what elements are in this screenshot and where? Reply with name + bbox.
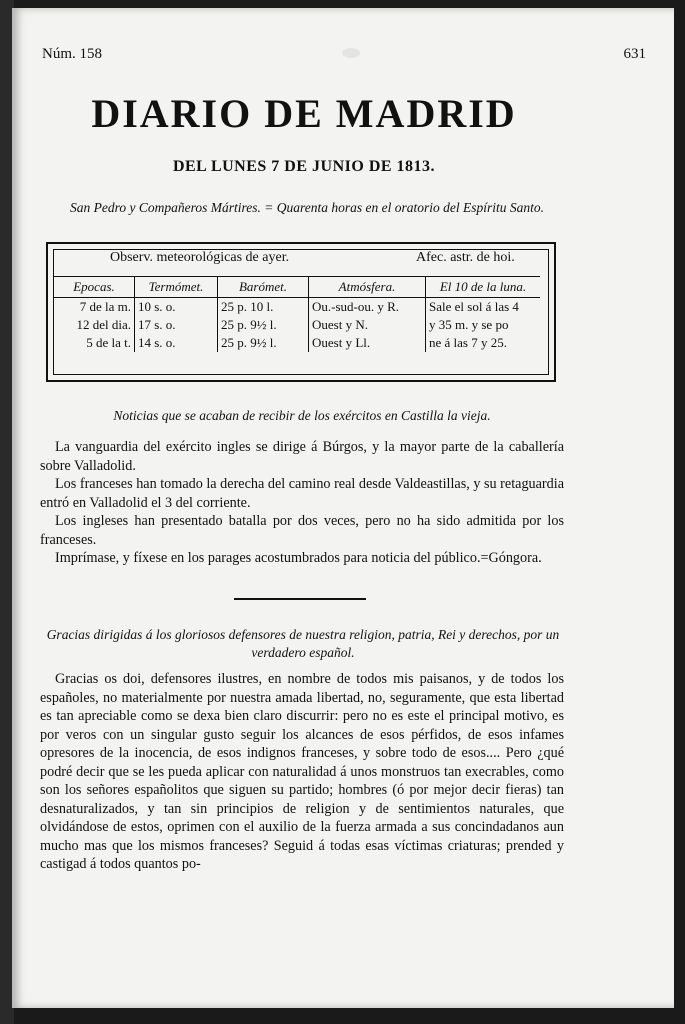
astro-title: Afec. astr. de hoi. (416, 250, 515, 265)
weather-row (54, 298, 540, 317)
col-atmosfera: Atmósfera. (309, 277, 426, 298)
cell-term: 10 s. o. (135, 298, 218, 317)
saint-of-day: San Pedro y Compañeros Mártires. = Quarenta horas en el oratorio del Espíritu Santo. (70, 200, 544, 215)
news-paragraph: La vanguardia del exército ingles se dirige á Búrgos, y la mayor parte de la caballería sobre Valladolid. (40, 439, 564, 474)
cell-atm: Ou.-sud-ou. y R. (309, 298, 426, 317)
weather-title: Observ. meteorológicas de ayer. (110, 250, 290, 265)
ink-smudge (342, 48, 360, 58)
cell-epoca: 5 de la t. (86, 335, 131, 350)
news-body (40, 438, 564, 568)
page-number: 631 (623, 46, 646, 62)
weather-table-box (46, 242, 556, 382)
weather-table (54, 276, 540, 352)
cell-epoca: 12 del dia. (76, 317, 131, 332)
cell-term: 17 s. o. (135, 316, 218, 334)
weather-row (54, 334, 540, 352)
thanks-heading: Gracias dirigidas á los gloriosos defensores de nuestra religion, patria, Rei y derechos, por un verdadero español. (46, 627, 560, 660)
news-paragraph: Los ingleses han presentado batalla por dos veces, pero no ha sido admitida por los franceses. (40, 513, 564, 548)
news-heading: Noticias que se acaban de recibir de los exércitos en Castilla la vieja. (113, 408, 491, 423)
cell-term: 14 s. o. (135, 334, 218, 352)
thanks-body (40, 670, 564, 874)
cell-astro: Sale el sol á las 4 (426, 298, 541, 317)
news-paragraph: Imprímase, y fíxese en los parages acostumbrados para noticia del público.=Góngora. (55, 550, 542, 566)
cell-barom: 25 p. 9½ l. (218, 334, 309, 352)
weather-row (54, 316, 540, 334)
cell-barom: 25 p. 9½ l. (218, 316, 309, 334)
masthead-title: DIARIO DE MADRID (91, 91, 517, 136)
cell-atm: Ouest y Ll. (309, 334, 426, 352)
section-divider (234, 598, 366, 600)
cell-atm: Ouest y N. (309, 316, 426, 334)
col-termometro: Termómet. (135, 277, 218, 298)
issue-number: Núm. 158 (42, 46, 102, 62)
thanks-paragraph: Gracias os doi, defensores ilustres, en nombre de todos mis paisanos, y de todos los españoles, no materialmente por nuestra amada libertad, no, seguramente, que esta libertad es tan apreciable como se dexa bien claro discurrir: pero no es este el principal motivo, es por veros con un singular gusto seguir los alcances de esos pérfidos, de esos infames opresores de la inocencia, de esos indignos franceses, y sobre todo de esos.... Pero ¿qué podré decir que se les pueda aplicar con naturalidad á unos monstruos tan execrables, como son los señores españolitos que siguen su partido; hombres (ó por mejor decir fieras) tan desnaturalizados, y tan sin principios de religion y de sentimientos naturales, que olvidándose de estos, oprimen con el auxilio de la fuerza armada a sus concindadanos aun mucho mas que los mismos franceses? Seguid á todas esas víctimas criaturas; prended y castigad á todos quantos po- (40, 671, 564, 872)
cell-astro: ne á las 7 y 25. (426, 334, 541, 352)
col-epocas: Epocas. (54, 277, 135, 298)
col-luna: El 10 de la luna. (426, 277, 541, 298)
cell-epoca: 7 de la m. (79, 299, 131, 314)
cell-barom: 25 p. 10 l. (218, 298, 309, 317)
weather-header-row (54, 277, 540, 298)
issue-date: DEL LUNES 7 DE JUNIO DE 1813. (172, 158, 436, 175)
col-barometro: Barómet. (218, 277, 309, 298)
newspaper-page (12, 8, 674, 1008)
news-paragraph: Los franceses han tomado la derecha del camino real desde Valdeastillas, y su retaguardia entró en Valladolid el 3 del corriente. (40, 476, 564, 511)
cell-astro: y 35 m. y se po (426, 316, 541, 334)
